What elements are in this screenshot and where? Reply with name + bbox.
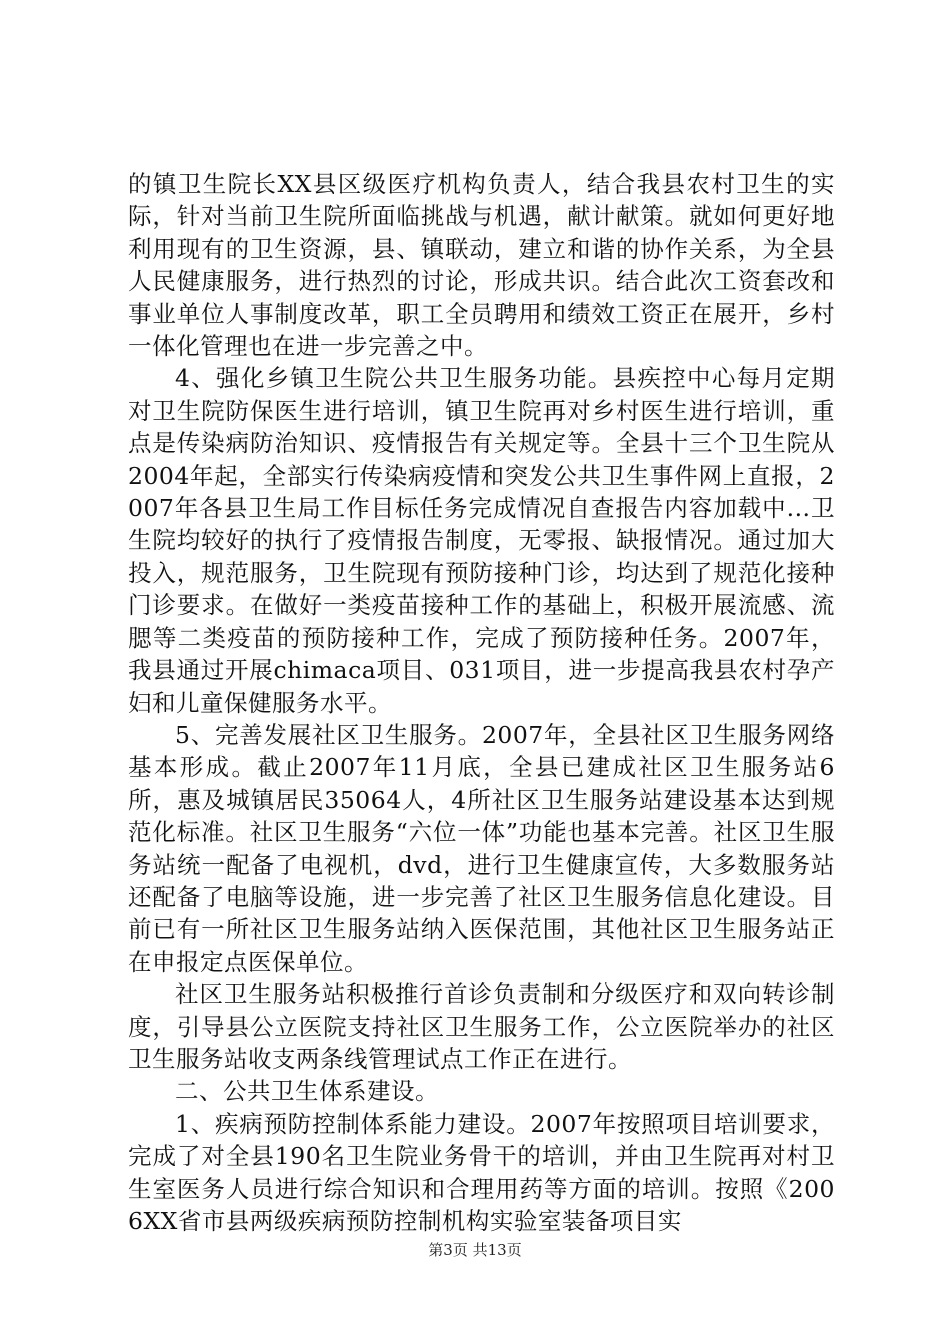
page-number-footer: 第3页 共13页: [428, 1241, 522, 1259]
paragraph-1: 的镇卫生院长XX县区级医疗机构负责人，结合我县农村卫生的实际，针对当前卫生院所面临挑战与机遇，献计献策。就如何更好地利用现有的卫生资源，县、镇联动，建立和谐的协作关系，为全县人民健康服务，进行热烈的讨论，形成共识。结合此次工资套改和事业单位人事制度改革，职工全员聘用和绩效工资正在展开，乡村一体化管理也在进一步完善之中。: [128, 170, 835, 361]
document-body: [128, 168, 835, 1237]
paragraph-4: 社区卫生服务站积极推行首诊负责制和分级医疗和双向转诊制度，引导县公立医院支持社区卫生服务工作，公立医院举办的社区卫生服务站收支两条线管理试点工作正在进行。: [128, 980, 835, 1073]
paragraph-2: 4、强化乡镇卫生院公共卫生服务功能。县疾控中心每月定期对卫生院防保医生进行培训，镇卫生院再对乡村医生进行培训，重点是传染病防治知识、疫情报告有关规定等。全县十三个卫生院从2004年起，全部实行传染病疫情和突发公共卫生事件网上直报，2007年各县卫生局工作目标任务完成情况自查报告内容加载中...卫生院均较好的执行了疫情报告制度，无零报、缺报情况。通过加大投入，规范服务，卫生院现有预防接种门诊，均达到了规范化接种门诊要求。在做好一类疫苗接种工作的基础上，积极开展流感、流腮等二类疫苗的预防接种工作，完成了预防接种任务。2007年，我县通过开展chimaca项目、031项目，进一步提高我县农村孕产妇和儿童保健服务水平。: [128, 364, 835, 717]
paragraph-5: 1、疾病预防控制体系能力建设。2007年按照项目培训要求，完成了对全县190名卫生院业务骨干的培训，并由卫生院再对村卫生室医务人员进行综合知识和合理用药等方面的培训。按照《2006XX省市县两级疾病预防控制机构实验室装备项目实: [128, 1109, 835, 1235]
section-heading: 二、公共卫生体系建设。: [175, 1077, 439, 1106]
paragraph-3: 5、完善发展社区卫生服务。2007年，全县社区卫生服务网络基本形成。截止2007年11月底，全县已建成社区卫生服务站6所，惠及城镇居民35064人，4所社区卫生服务站建设基本达到规范化标准。社区卫生服务“六位一体”功能也基本完善。社区卫生服务站统一配备了电视机，dvd，进行卫生健康宣传，大多数服务站还配备了电脑等设施，进一步完善了社区卫生服务信息化建设。目前已有一所社区卫生服务站纳入医保范围，其他社区卫生服务站正在申报定点医保单位。: [128, 720, 835, 976]
